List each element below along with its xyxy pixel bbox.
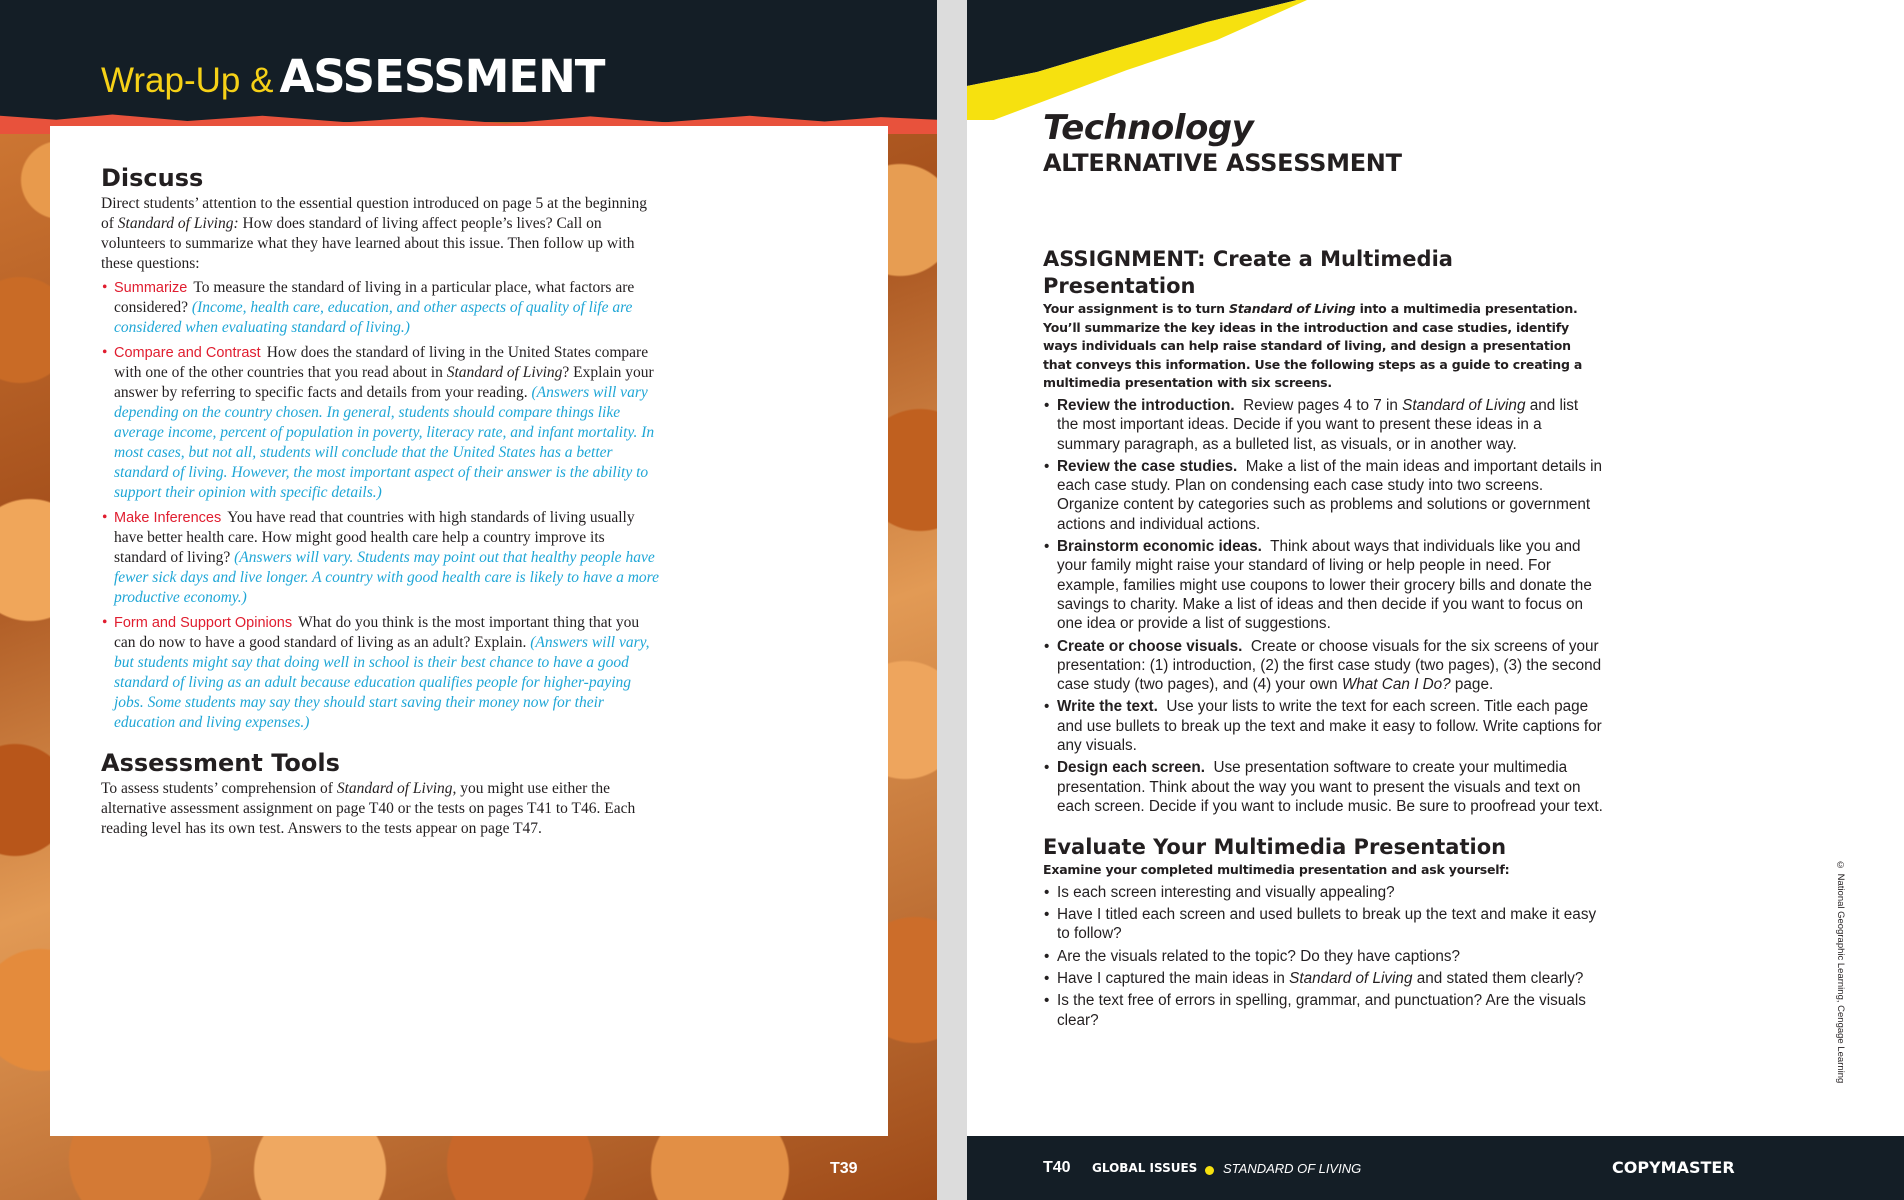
discuss-heading: Discuss: [101, 164, 204, 192]
question-label: Make Inferences: [114, 510, 222, 526]
discuss-intro: Direct students’ attention to the essential question introduced on page 5 at the beginning of Standard of Living: How does standard of living affect people’s lives? Call on volunteers to summarize what they have learned about this issue. Then follow up with these questions:: [101, 195, 647, 272]
copymaster-label: COPYMASTER: [1612, 1158, 1735, 1177]
list-item: • Summarize To measure the standard of living in a particular place, what factors are considered? (Income, health care, education, and other aspects of quality of life are considered when evaluating standard of living.): [101, 278, 661, 338]
evaluate-heading: Evaluate Your Multimedia Presentation: [1043, 835, 1507, 860]
answer-text: (Income, health care, education, and other aspects of quality of life are considered when evaluating standard of living.): [114, 299, 633, 336]
answer-text: (Answers will vary, but students might say that doing well in school is their best chance to have a good standard of living as an adult because education qualifies people for higher-paying jobs. Some students may say they should start saving their money now for their education and living expenses.): [114, 634, 650, 731]
assignment-heading: ASSIGNMENT: Create a Multimedia Presentation: [1043, 247, 1453, 298]
list-item: • Are the visuals related to the topic? Do they have captions?: [1043, 947, 1603, 966]
book-spine: [937, 0, 967, 1200]
title-light: Wrap-Up &: [101, 61, 274, 100]
list-item: • Is the text free of errors in spelling, grammar, and punctuation? Are the visuals clear?: [1043, 991, 1603, 1030]
copyright-notice: © National Geographic Learning, Cengage Learning: [1835, 860, 1846, 1084]
discuss-section: [101, 162, 661, 733]
list-item: • Write the text. Use your lists to write the text for each screen. Title each page and use bullets to break up the text and make it easy to follow. Write captions for any visuals.: [1043, 697, 1603, 755]
page-subtitle: ALTERNATIVE ASSESSMENT: [1043, 149, 1402, 177]
list-item: • Form and Support Opinions What do you think is the most important thing that you can do now to have a good standard of living as an adult? Explain. (Answers will vary, but students might say that doing well in school is their best chance to have a good standard of living as an adult because education qualifies people for higher-paying jobs. Some students may say they should start saving their money now for their education and living expenses.): [101, 613, 661, 733]
page-title: [101, 50, 605, 103]
question-list: [101, 278, 661, 733]
right-content: [1043, 246, 1603, 1033]
page-number: T40: [1043, 1159, 1071, 1176]
book-name: STANDARD OF LIVING: [1223, 1161, 1362, 1176]
evaluate-section: [1043, 834, 1603, 1030]
list-item: • Compare and Contrast How does the standard of living in the United States compare with one of the other countries that you read about in Standard of Living? Explain your answer by referring to specific facts and details from your reading. (Answers will vary depending on the country chosen. In general, students should compare things like average income, percent of population in poverty, literacy rate, and infant mortality. In most cases, but not all, students will conclude that the United States has a better standard of living. However, the most important aspect of their answer is the ability to support their opinion with specific details.): [101, 343, 661, 503]
answer-text: (Answers will vary. Students may point out that healthy people have fewer sick days and live longer. A country with good health care is likely to have a more productive economy.): [114, 549, 659, 606]
question-label: Summarize: [114, 280, 188, 296]
right-page: [967, 0, 1904, 1200]
page-number: T39: [830, 1160, 858, 1177]
list-item: • Review the introduction. Review pages 4 to 7 in Standard of Living and list the most important ideas. Decide if you want to present these ideas in a summary paragraph, as a bulleted list, as visuals, or in another way.: [1043, 396, 1603, 454]
list-item: • Design each screen. Use presentation software to create your multimedia presentation. Think about the way you want to present the visuals and text on each screen. Decide if you want to include music. Be sure to proofread your text.: [1043, 758, 1603, 816]
assignment-intro: Your assignment is to turn Standard of Living into a multimedia presentation. You’ll summarize the key ideas in the introduction and case studies, identify ways individuals can help raise standard of living, and design a presentation that conveys this information. Use the following steps as a guide to creating a multimedia presentation with six screens.: [1043, 301, 1583, 391]
assessment-tools-heading: Assessment Tools: [101, 749, 340, 777]
steps-list: [1043, 396, 1603, 816]
question-label: Compare and Contrast: [114, 345, 261, 361]
evaluate-list: [1043, 883, 1603, 1030]
page-title: Technology: [1043, 108, 1254, 148]
evaluate-intro: Examine your completed multimedia presentation and ask yourself:: [1043, 862, 1510, 878]
assessment-tools-text: To assess students’ comprehension of Standard of Living, you might use either the alternative assessment assignment on page T40 or the tests on pages T41 to T46. Each reading level has its own test. Answers to the tests appear on page T47.: [101, 780, 636, 837]
answer-text: (Answers will vary depending on the country chosen. In general, students should compare things like average income, percent of population in poverty, literacy rate, and infant mortality. In most cases, but not all, students will conclude that the United States has a better standard of living. However, the most important aspect of their answer is the ability to support their opinion with specific details.): [114, 384, 655, 501]
list-item: • Brainstorm economic ideas. Think about ways that individuals like you and your family might raise your standard of living or help people in need. For example, families might use coupons to lower their grocery bills and donate the savings to charity. Make a list of ideas and then decide if you want to focus on one idea or provide a list of suggestions.: [1043, 537, 1603, 633]
corner-decoration: [967, 0, 1307, 120]
series-name: GLOBAL ISSUES: [1092, 1161, 1198, 1175]
list-item: • Create or choose visuals. Create or choose visuals for the six screens of your presentation: (1) introduction, (2) the first case study (two pages), (3) the second case study (two pages), and (4) your own What Can I Do? page.: [1043, 637, 1603, 695]
list-item: • Make Inferences You have read that countries with high standards of living usually have better health care. How might good health care help a country improve its standard of living? (Answers will vary. Students may point out that healthy people have fewer sick days and live longer. A country with good health care is likely to have a more productive economy.): [101, 508, 661, 608]
page-footer: [967, 1136, 1904, 1200]
assessment-tools-section: [101, 747, 661, 839]
left-page: [0, 0, 937, 1200]
list-item: • Is each screen interesting and visually appealing?: [1043, 883, 1603, 902]
question-label: Form and Support Opinions: [114, 615, 293, 631]
title-bold: ASSESSMENT: [279, 50, 605, 103]
list-item: • Review the case studies. Make a list of the main ideas and important details in each case study. Plan on condensing each case study into two screens. Organize content by categories such as problems and solutions or government actions and individual actions.: [1043, 457, 1603, 534]
list-item: • Have I captured the main ideas in Standard of Living and stated them clearly?: [1043, 969, 1603, 988]
left-content: [101, 162, 661, 839]
list-item: • Have I titled each screen and used bullets to break up the text and make it easy to follow?: [1043, 905, 1603, 944]
separator-dot-icon: [1205, 1166, 1214, 1175]
assignment-section: [1043, 246, 1603, 816]
